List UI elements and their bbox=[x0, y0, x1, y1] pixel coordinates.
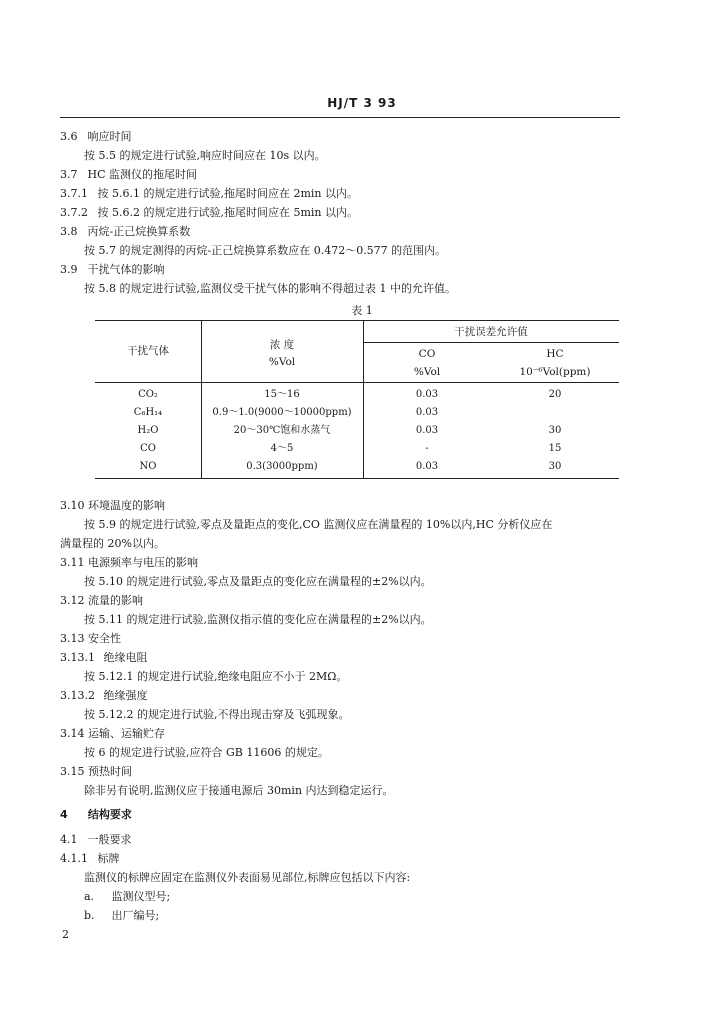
header-hc-unit: 10⁻⁶Vol(ppm) bbox=[519, 366, 591, 378]
paragraph: 除非另有说明,监测仪应于接通电源后 30min 内达到稳定运行。 bbox=[84, 784, 394, 797]
header-rule bbox=[60, 117, 620, 118]
header-hc: HC bbox=[546, 348, 564, 360]
paragraph: 按 5.12.2 的规定进行试验,不得出现击穿及飞弧现象。 bbox=[84, 708, 350, 721]
subsection: 3.7.2 按 5.6.2 的规定进行试验,拖尾时间应在 5min 以内。 bbox=[60, 206, 359, 219]
header-co: CO bbox=[418, 348, 436, 360]
section-heading: 3.10 环境温度的影响 bbox=[60, 499, 165, 512]
section-heading: 3.9 干扰气体的影响 bbox=[60, 263, 165, 276]
header-mid-rule bbox=[363, 342, 619, 343]
paragraph: 按 5.12.1 的规定进行试验,绝缘电阻应不小于 2MΩ。 bbox=[84, 670, 348, 683]
section-heading: 3.6 响应时间 bbox=[60, 130, 132, 143]
paragraph: 按 5.10 的规定进行试验,零点及量距点的变化应在满量程的±2%以内。 bbox=[84, 575, 432, 588]
section-heading: 3.7 HC 监测仪的拖尾时间 bbox=[60, 168, 198, 181]
table-caption: 表 1 bbox=[351, 304, 373, 317]
table-bottom-rule bbox=[95, 478, 619, 479]
paragraph: 按 6 的规定进行试验,应符合 GB 11606 的规定。 bbox=[84, 746, 329, 759]
section-heading: 3.8 丙烷-正己烷换算系数 bbox=[60, 225, 191, 238]
paragraph: 按 5.7 的规定测得的丙烷-正己烷换算系数应在 0.472～0.577 的范围内。 bbox=[84, 244, 447, 257]
section-heading: 3.11 电源频率与电压的影响 bbox=[60, 556, 198, 569]
section-heading: 3.15 预热时间 bbox=[60, 765, 132, 778]
paragraph: 监测仪的标牌应固定在监测仪外表面易见部位,标牌应包括以下内容: bbox=[84, 871, 411, 884]
list-item: a. 监测仪型号; bbox=[84, 890, 171, 903]
paragraph: 按 5.8 的规定进行试验,监测仪受干扰气体的影响不得超过表 1 中的允许值。 bbox=[84, 282, 456, 295]
page-header: HJ/T 3 93 bbox=[327, 96, 397, 110]
header-concentration: 浓 度 bbox=[269, 339, 295, 351]
header-concentration-unit: %Vol bbox=[268, 356, 296, 368]
subsection: 3.7.1 按 5.6.1 的规定进行试验,拖尾时间应在 2min 以内。 bbox=[60, 187, 359, 200]
page-number: 2 bbox=[62, 928, 69, 941]
subsection: 4.1.1 标牌 bbox=[60, 852, 120, 865]
chapter-heading: 4 结构要求 bbox=[60, 808, 132, 821]
interference-table: 干扰气体 浓 度 %Vol 干扰误差允许值 CO %Vol HC 10⁻⁶Vol(ppm) CO₂ 15～16 0.03 20 C₆H₁₄ 0.9～1.0(9000～10000ppm) 0.03 H₂O 20～30℃饱和水蒸气 0.03 30 CO 4～5 - 15 NO 0.3(3000ppm) 0.03 30 bbox=[95, 320, 619, 480]
paragraph: 按 5.5 的规定进行试验,响应时间应在 10s 以内。 bbox=[84, 149, 326, 162]
subsection: 3.13.1 绝缘电阻 bbox=[60, 651, 148, 664]
section-heading: 4.1 一般要求 bbox=[60, 833, 132, 846]
header-allowance: 干扰误差允许值 bbox=[454, 326, 528, 338]
paragraph: 满量程的 20%以内。 bbox=[60, 537, 165, 550]
section-heading: 3.12 流量的影响 bbox=[60, 594, 143, 607]
header-gas: 干扰气体 bbox=[127, 345, 169, 357]
section-heading: 3.13 安全性 bbox=[60, 632, 121, 645]
subsection: 3.13.2 绝缘强度 bbox=[60, 689, 148, 702]
table-top-rule bbox=[95, 320, 619, 321]
section-heading: 3.14 运输、运输贮存 bbox=[60, 727, 165, 740]
header-co-unit: %Vol bbox=[413, 366, 441, 378]
list-item: b. 出厂编号; bbox=[84, 909, 160, 922]
paragraph: 按 5.11 的规定进行试验,监测仪指示值的变化应在满量程的±2%以内。 bbox=[84, 613, 432, 626]
paragraph: 按 5.9 的规定进行试验,零点及量距点的变化,CO 监测仪应在满量程的 10%以内,HC 分析仪应在 bbox=[84, 518, 553, 531]
header-bottom-rule bbox=[95, 382, 619, 383]
